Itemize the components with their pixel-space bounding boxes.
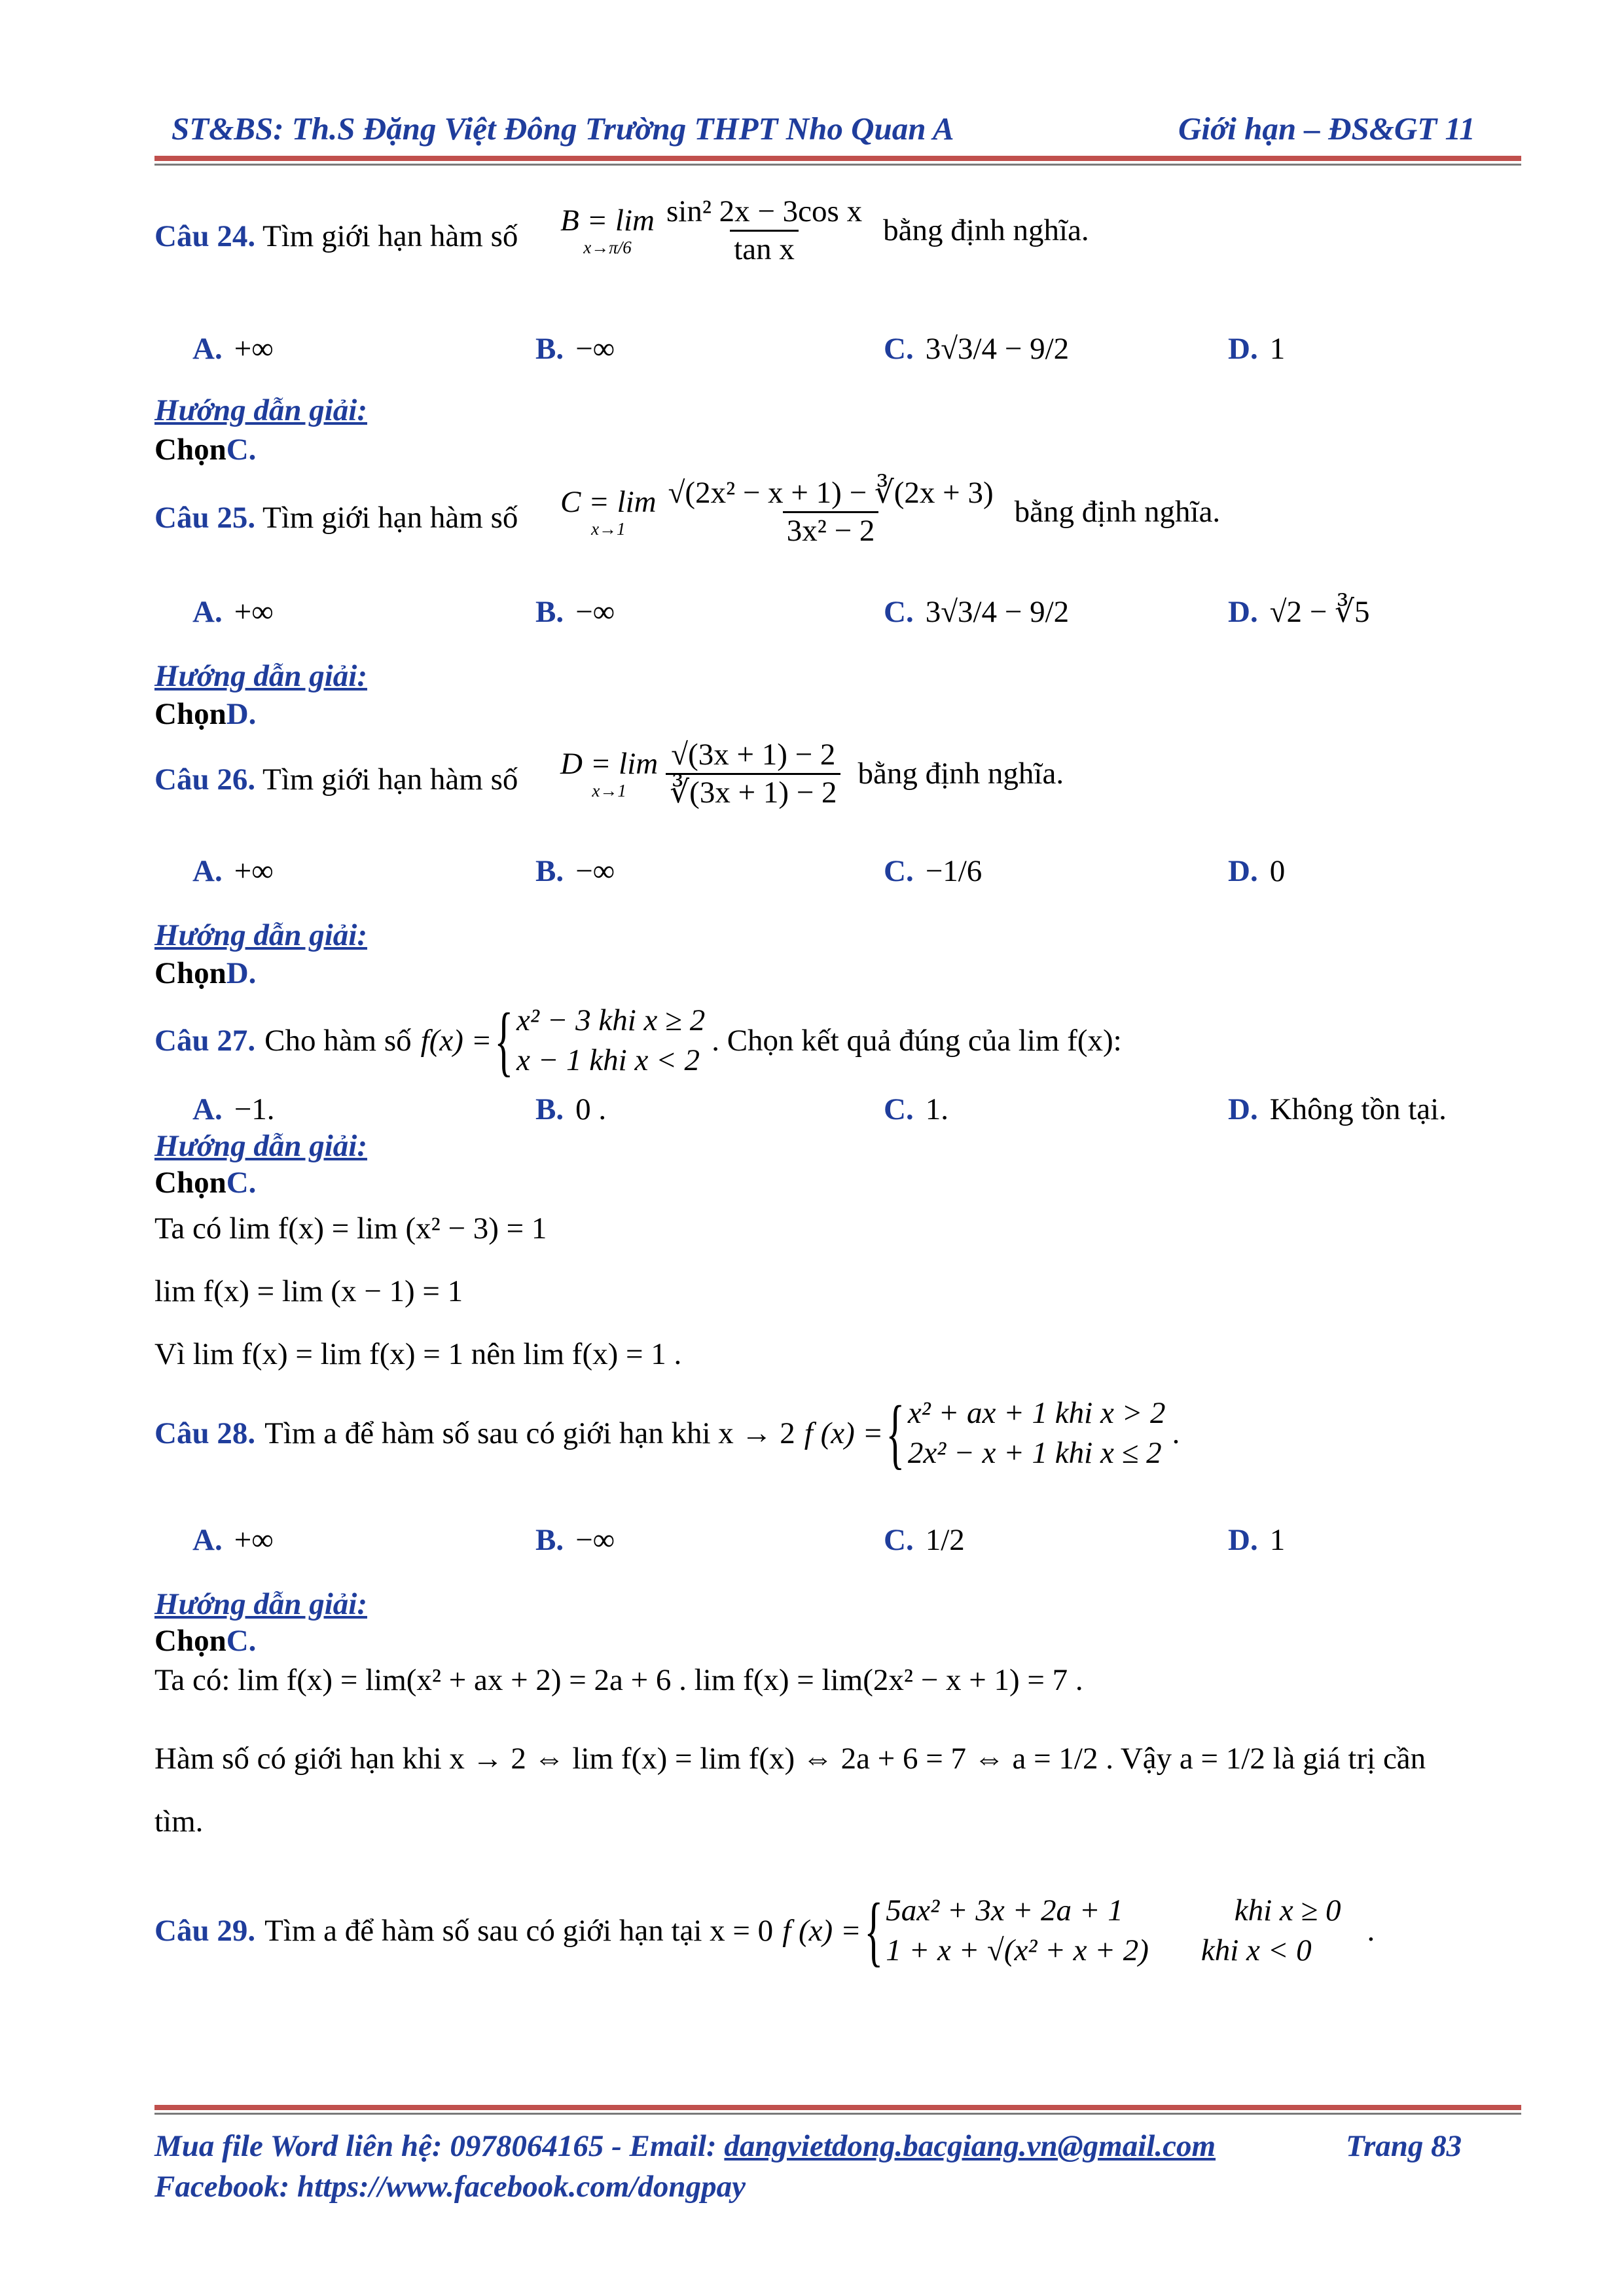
case-2: x − 1 khi x < 2 [516, 1043, 700, 1077]
limit-expression: D = lim [560, 746, 659, 781]
answer-choice: ChọnD. [154, 956, 257, 990]
solution-heading: Hướng dẫn giải: [154, 659, 367, 693]
question-text: Tìm giới hạn hàm số [262, 501, 518, 535]
footer-contact: Mua file Word liên hệ: 0978064165 - Email: dangvietdong.bacgiang.vn@gmail.com [154, 2129, 1216, 2163]
case-1: 5ax² + 3x + 2a + 1 [886, 1893, 1123, 1928]
option-c[interactable]: C. 1/2 [884, 1523, 965, 1557]
case-2: 1 + x + √(x² + x + 2) [886, 1933, 1149, 1967]
brace-icon: { [886, 1390, 905, 1477]
option-c[interactable]: C. 3√3/4 − 9/2 [884, 595, 1070, 629]
solution-heading: Hướng dẫn giải: [154, 918, 367, 952]
function-name: f (x) = [804, 1416, 884, 1450]
option-a[interactable]: A. +∞ [192, 332, 274, 366]
question-text: Tìm giới hạn hàm số [262, 219, 518, 253]
option-b[interactable]: B. −∞ [535, 595, 615, 629]
question-suffix: . [1367, 1913, 1375, 1948]
function-name: f (x) = [782, 1913, 861, 1948]
question-26-formula [556, 740, 1064, 808]
solution-line-1: Ta có: lim f(x) = lim(x² + ax + 2) = 2a + 6 . lim f(x) = lim(2x² − x + 1) = 7 . [154, 1663, 1083, 1697]
option-d[interactable]: D. 1 [1228, 332, 1286, 366]
question-26 [154, 764, 518, 795]
fraction-numerator: √(2x² − x + 1) − ∛(2x + 3) [668, 476, 994, 510]
fraction-numerator: sin² 2x − 3cos x [666, 194, 863, 228]
question-label: Câu 24. [154, 219, 256, 253]
answer-choice: ChọnC. [154, 1624, 257, 1658]
question-label: Câu 26. [154, 762, 256, 797]
answer-choice: ChọnD. [154, 697, 257, 731]
solution-heading: Hướng dẫn giải: [154, 1129, 367, 1163]
question-label: Câu 28. [154, 1416, 256, 1450]
option-c[interactable]: C. −1/6 [884, 854, 983, 888]
option-d[interactable]: D. 0 [1228, 854, 1286, 888]
case-1: x² + ax + 1 khi x > 2 [907, 1396, 1166, 1430]
case-2: 2x² − x + 1 khi x ≤ 2 [907, 1436, 1162, 1470]
option-b[interactable]: B. −∞ [535, 332, 615, 366]
answer-choice: ChọnC. [154, 433, 257, 467]
limit-expression: B = lim [560, 203, 655, 238]
question-29 [154, 1887, 1375, 1974]
case-1-condition: khi x ≥ 0 [1234, 1893, 1341, 1928]
question-25 [154, 503, 518, 533]
piecewise-cases [908, 1398, 1166, 1469]
question-28 [154, 1390, 1180, 1477]
brace-icon: { [864, 1887, 883, 1974]
header-title: ST&BS: Th.S Đặng Việt Đông Trường THPT Nho Quan A [171, 111, 954, 147]
piecewise-cases [516, 1005, 705, 1076]
fraction-denominator: ∛(3x + 1) − 2 [666, 773, 840, 808]
solution-heading: Hướng dẫn giải: [154, 393, 367, 427]
page-number: Trang 83 [1346, 2129, 1462, 2163]
option-a[interactable]: A. +∞ [192, 595, 274, 629]
piecewise-cases [886, 1895, 1341, 1966]
option-b[interactable]: B. −∞ [535, 1523, 615, 1557]
solution-line-1: Ta có lim f(x) = lim (x² − 3) = 1 [154, 1211, 547, 1246]
option-a[interactable]: A. +∞ [192, 854, 274, 888]
limit-subscript: x→1 [591, 518, 626, 539]
option-c[interactable]: C. 3√3/4 − 9/2 [884, 332, 1070, 366]
solution-line-2: lim f(x) = lim (x − 1) = 1 [154, 1274, 463, 1308]
limit-expression: C = lim [560, 484, 657, 519]
solution-line-3: Vì lim f(x) = lim f(x) = 1 nên lim f(x) = 1 . [154, 1337, 682, 1371]
option-b[interactable]: B. 0 . [535, 1092, 607, 1126]
option-d[interactable]: D. 1 [1228, 1523, 1286, 1557]
answer-choice: ChọnC. [154, 1166, 257, 1200]
fraction-denominator: tan x [730, 230, 799, 265]
question-text: Cho hàm số [264, 1023, 412, 1058]
case-1: x² − 3 khi x ≥ 2 [516, 1003, 706, 1037]
footer-rule [154, 2105, 1521, 2110]
option-d[interactable]: D. √2 − ∛5 [1228, 595, 1370, 629]
facebook-link[interactable]: Facebook: https://www.facebook.com/dongpay [154, 2170, 746, 2204]
question-suffix: bằng định nghĩa. [883, 213, 1089, 247]
solution-line-3: tìm. [154, 1804, 204, 1839]
brace-icon: { [494, 997, 514, 1084]
option-a[interactable]: A. +∞ [192, 1523, 274, 1557]
header-rule-thin [154, 164, 1521, 166]
function-name: f(x) = [420, 1023, 492, 1058]
header-chapter: Giới hạn – ĐS&GT 11 [1178, 111, 1475, 147]
solution-heading: Hướng dẫn giải: [154, 1587, 367, 1621]
question-suffix: . Chọn kết quả đúng của lim f(x): [712, 1023, 1122, 1058]
limit-subscript: x→π/6 [583, 237, 632, 257]
limit-subscript: x→1 [592, 780, 626, 800]
solution-line-2: Hàm số có giới hạn khi x → 2 ⇔ lim f(x) = lim f(x) ⇔ 2a + 6 = 7 ⇔ a = 1/2 . Vậy a = 1/2 là giá trị cần [154, 1742, 1426, 1776]
header-rule [154, 156, 1521, 161]
question-suffix: bằng định nghĩa. [1014, 495, 1221, 529]
question-text: Tìm a để hàm số sau có giới hạn tại x = 0 [264, 1913, 774, 1948]
question-suffix: . [1172, 1416, 1180, 1450]
question-suffix: bằng định nghĩa. [857, 757, 1064, 791]
email-link[interactable]: dangvietdong.bacgiang.vn@gmail.com [724, 2129, 1216, 2163]
option-a[interactable]: A. −1. [192, 1092, 275, 1126]
case-2-condition: khi x < 0 [1200, 1933, 1312, 1967]
option-c[interactable]: C. 1. [884, 1092, 948, 1126]
option-d[interactable]: D. Không tồn tại. [1228, 1092, 1447, 1126]
question-24-formula [556, 196, 1089, 265]
question-label: Câu 27. [154, 1023, 256, 1058]
question-text: Tìm giới hạn hàm số [262, 762, 518, 797]
question-label: Câu 25. [154, 501, 256, 535]
question-label: Câu 29. [154, 1913, 256, 1948]
question-text: Tìm a để hàm số sau có giới hạn khi x → 2 [264, 1416, 795, 1450]
question-25-formula [556, 478, 1220, 547]
fraction-denominator: 3x² − 2 [783, 511, 879, 547]
question-24 [154, 221, 518, 252]
footer-rule-thin [154, 2113, 1521, 2115]
fraction-numerator: √(3x + 1) − 2 [671, 738, 836, 772]
option-b[interactable]: B. −∞ [535, 854, 615, 888]
question-27 [154, 997, 1122, 1084]
